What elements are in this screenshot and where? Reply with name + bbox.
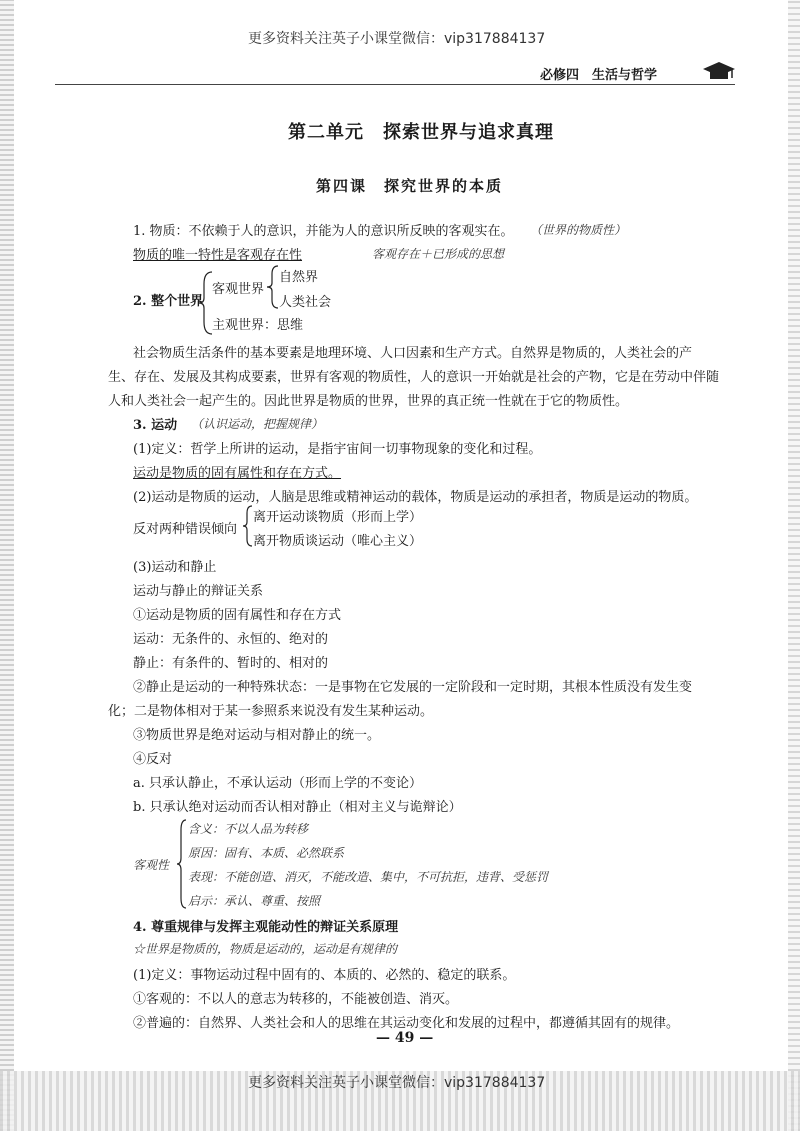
objectivity-brace [176,818,188,910]
s3-attribute: 运动是物质的固有属性和存在方式。 [133,466,342,481]
s3-oppose-label: 反对两种错误倾向 [133,522,238,537]
s3-c2b: 化；二是物体相对于某一参照系来说没有发生某种运动。 [108,704,434,719]
s3-reject-a: a. 只承认静止，不承认运动（形而上学的不变论） [133,776,423,791]
s2-nature: 自然界 [279,270,319,285]
unit-title: 第二单元 探索世界与追求真理 [288,122,554,143]
running-header: 必修四 生活与哲学 [540,68,658,83]
s3-c3: ③物质世界是绝对运动与相对静止的统一。 [133,728,381,743]
s4-title: 4. 尊重规律与发挥主观能动性的辩证关系原理 [133,920,399,935]
watermark-top: 更多资料关注英子小课堂微信：vip317884137 [248,31,546,47]
graduation-cap-icon [702,60,736,82]
scan-edge-right [788,0,800,1131]
s3-c2a: ②静止是运动的一种特殊状态：一是事物在它发展的一定阶段和一定时期，其根本性质没有发生变 [133,680,693,695]
s2-society: 人类社会 [279,295,332,310]
objectivity-item-3: 表现：不能创造、消灭，不能改造、集中，不可抗拒，违背、受惩罚 [188,870,549,884]
s2-subjective: 主观世界：思维 [212,318,304,333]
s3-error-2: 离开物质谈运动（唯心主义） [253,534,423,549]
s2-objective: 客观世界 [212,282,265,297]
s4-objective: ①客观的：不以人的意志为转移的，不能被创造、消灭。 [133,992,459,1007]
s3-c1a: 运动：无条件的、永恒的、绝对的 [133,632,329,647]
para-line-3: 人和人类社会一起产生的。因此世界是物质的世界，世界的真正统一性就在于它的物质性。 [108,394,629,409]
objectivity-label: 客观性 [133,858,170,872]
page-number: — 49 — [376,1030,434,1046]
s3-dialectic: 运动与静止的辩证关系 [133,584,264,599]
watermark-bottom: 更多资料关注英子小课堂微信：vip317884137 [248,1075,546,1091]
objectivity-item-4: 启示：承认、尊重、按照 [188,894,321,908]
s4-universal: ②普遍的：自然界、人类社会和人的思维在其运动变化和发展的过程中，都遵循其固有的规律。 [133,1016,680,1031]
s3-c1: ①运动是物质的固有属性和存在方式 [133,608,342,623]
para-line-2: 生、存在、发展及其构成要素，世界有客观的物质性，人的意识一开始就是社会的产物，它是在劳动中伴随 [108,370,720,385]
s1-definition: 1. 物质：不依赖于人的意识，并能为人的意识所反映的客观实在。 [133,224,514,239]
s4-definition: (1)定义：事物运动过程中固有的、本质的、必然的、稳定的联系。 [133,968,516,983]
s3-definition: (1)定义：哲学上所讲的运动，是指宇宙间一切事物现象的变化和过程。 [133,442,542,457]
s3-c1b: 静止：有条件的、暂时的、相对的 [133,656,329,671]
s4-handwritten: ☆世界是物质的，物质是运动的，运动是有规律的 [133,942,398,956]
objectivity-item-1: 含义：不以人品为转移 [188,822,309,836]
s3-c4: ④反对 [133,752,173,767]
header-rule [55,84,735,85]
objectivity-item-2: 原因：固有、本质、必然联系 [188,846,345,860]
s3-point-2: (2)运动是物质的运动，人脑是思维或精神运动的载体，物质是运动的承担者，物质是运动的物质。 [133,490,698,505]
s2-sub-brace [266,264,280,310]
s1-unique-property: 物质的唯一特性是客观存在性 [133,248,303,263]
scan-edge-left [0,0,14,1131]
s3-title-note: （认识运动，把握规律） [191,417,324,431]
s3-title: 3. 运动 [133,418,178,433]
s3-point-3: (3)运动和静止 [133,560,217,575]
s3-error-1: 离开运动谈物质（形而上学） [253,510,423,525]
s1-note: （世界的物质性） [530,223,627,237]
para-line-1: 社会物质生活条件的基本要素是地理环境、人口因素和生产方式。自然界是物质的，人类社会的产 [133,346,693,361]
s2-label: 2. 整个世界 [133,294,204,309]
s3-reject-b: b. 只承认绝对运动而否认相对静止（相对主义与诡辩论） [133,800,462,815]
lesson-title: 第四课 探究世界的本质 [316,177,504,195]
s1-handwritten-note: 客观存在＋已形成的思想 [372,247,505,261]
